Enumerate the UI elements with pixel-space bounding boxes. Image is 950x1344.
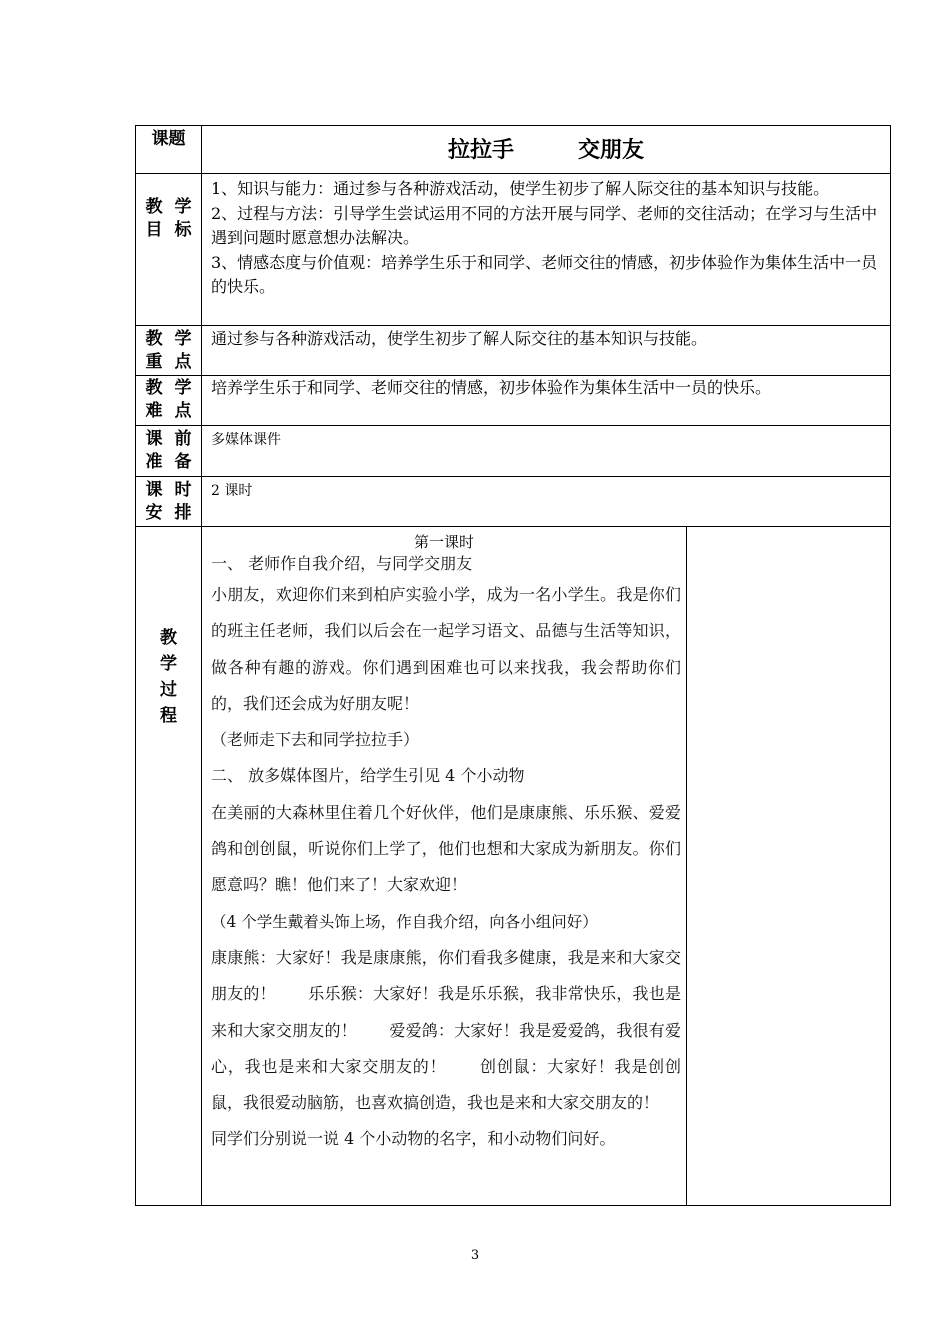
table-border-bottom xyxy=(135,1205,891,1206)
process-paragraph: （老师走下去和同学拉拉手） xyxy=(211,730,420,750)
preparation-label: 课前 准备 xyxy=(145,429,204,472)
process-paragraph: 康康熊：大家好！我是康康熊，你们看我多健康，我是来和大家交朋友的！ 乐乐猴：大家好！我是乐乐猴，我非常快乐，我也是来和大家交朋友的！ 爱爱鸽：大家好！我是爱爱鸽，我很有爱心，我也是来和大家交朋友的！ 创创鼠：大家好！我是创创鼠，我很爱动脑筋，也喜欢搞创造，我也是来和大家交朋友的！ xyxy=(211,947,681,1113)
topic-label: 课题 xyxy=(151,129,186,149)
table-border-right xyxy=(890,125,891,1206)
process-paragraph: （4 个学生戴着头饰上场，作自我介绍，向各小组问好） xyxy=(211,912,598,931)
process-paragraph: 一、 老师作自我介绍，与同学交朋友 xyxy=(211,554,473,573)
preparation-content: 多媒体课件 xyxy=(211,432,281,448)
lesson-title-left: 拉拉手 xyxy=(447,138,514,163)
lesson-title xyxy=(202,131,890,171)
process-content xyxy=(211,551,681,1158)
process-notes-column-divider xyxy=(686,526,687,1206)
table-row-divider xyxy=(135,173,891,174)
goal-item: 1、知识与能力：通过参与各种游戏活动，使学生初步了解人际交往的基本知识与技能。 xyxy=(211,179,830,198)
table-border-top xyxy=(135,125,891,126)
difficulties-label: 教学 难点 xyxy=(145,378,204,421)
goals-content xyxy=(211,177,887,300)
table-label-column-divider xyxy=(201,125,202,1206)
table-row-divider xyxy=(135,425,891,426)
process-label: 教 学 过 程 xyxy=(160,628,177,726)
key-points-label: 教学 重点 xyxy=(145,329,204,372)
goal-item: 3、情感态度与价值观：培养学生乐于和同学、老师交往的情感，初步体验作为集体生活中一员的快乐。 xyxy=(211,252,878,296)
goals-label: 教学 目标 xyxy=(145,197,204,240)
schedule-label: 课时 安排 xyxy=(145,480,204,523)
difficulties-content: 培养学生乐于和同学、老师交往的情感，初步体验作为集体生活中一员的快乐。 xyxy=(211,378,772,397)
goal-item: 2、过程与方法：引导学生尝试运用不同的方法开展与同学、老师的交往活动；在学习与生活中遇到问题时愿意想办法解决。 xyxy=(211,203,878,247)
process-paragraph: 同学们分别说一说 4 个小动物的名字，和小动物们问好。 xyxy=(211,1129,616,1149)
process-paragraph: 小朋友，欢迎你们来到柏庐实验小学，成为一名小学生。我是你们的班主任老师，我们以后会在一起学习语文、品德与生活等知识，做各种有趣的游戏。你们遇到困难也可以来找我，我会帮助你们的，我们还会成为好朋友呢！ xyxy=(211,585,681,713)
key-points-content: 通过参与各种游戏活动，使学生初步了解人际交往的基本知识与技能。 xyxy=(211,329,708,348)
lesson-title-right: 交朋友 xyxy=(578,138,645,163)
process-paragraph: 在美丽的大森林里住着几个好伙伴，他们是康康熊、乐乐猴、爱爱鸽和创创鼠，听说你们上学了，他们也想和大家成为新朋友。你们愿意吗？瞧！他们来了！大家欢迎！ xyxy=(211,802,681,895)
table-row-divider xyxy=(135,526,891,527)
process-paragraph: 二、 放多媒体图片，给学生引见 4 个小动物 xyxy=(211,766,525,786)
page-number: 3 xyxy=(470,1248,480,1263)
table-row-divider xyxy=(135,325,891,326)
table-row-divider xyxy=(135,476,891,477)
session-title: 第一课时 xyxy=(413,533,474,551)
schedule-content: 2 课时 xyxy=(211,483,253,499)
